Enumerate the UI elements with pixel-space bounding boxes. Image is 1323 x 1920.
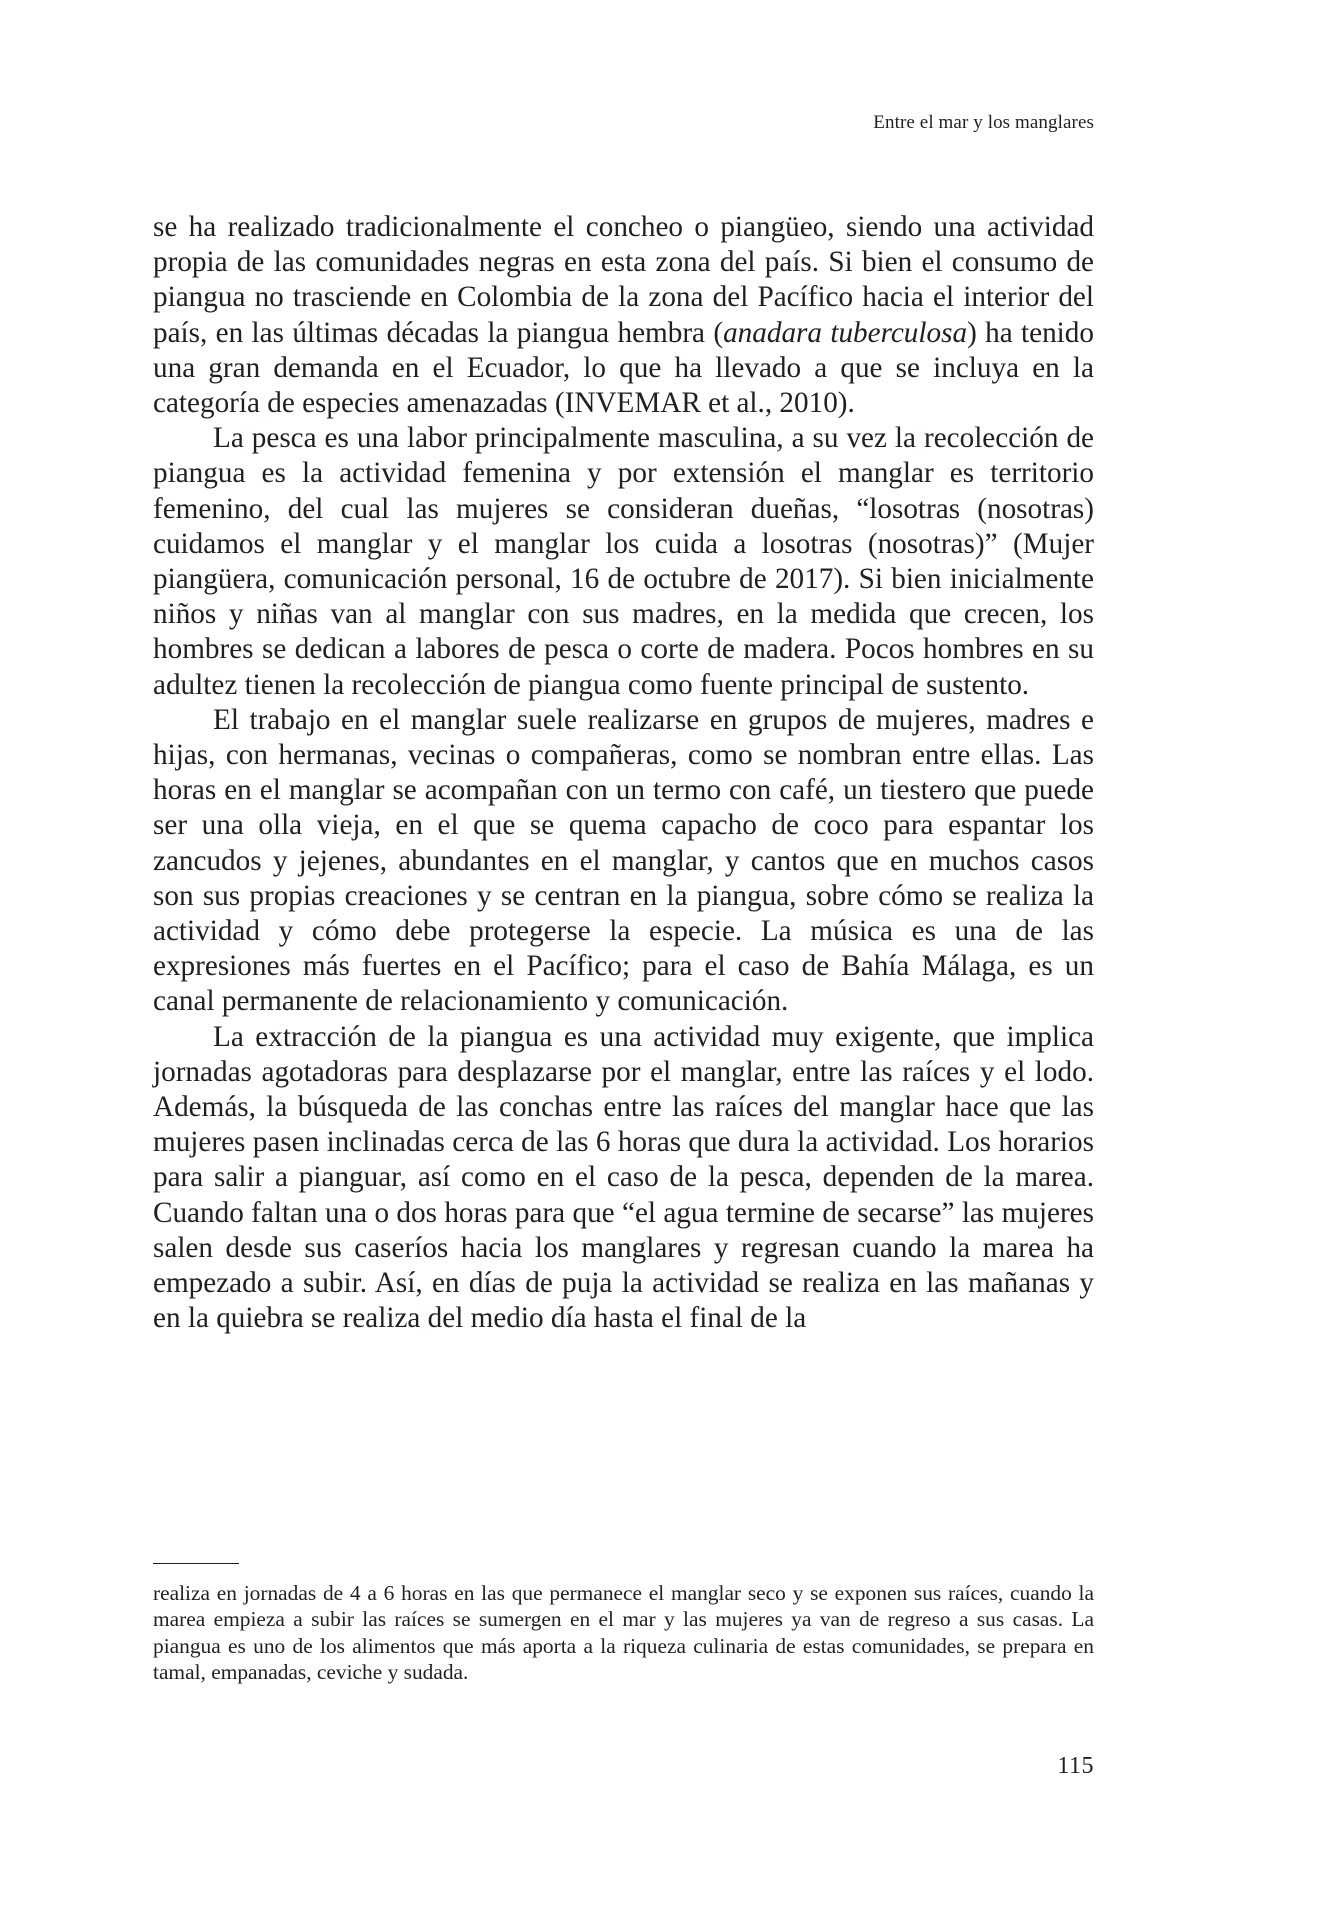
footnote: realiza en jornadas de 4 a 6 horas en las que permanece el manglar seco y se exponen sus raíces, cuando la marea empieza a subir las raíces se sumergen en el mar y las mujeres ya van de regreso a sus casas. La piangua es uno de los alimentos que más aporta a la riqueza culinaria de estas comunidades, se prepara en tamal, empanadas, ceviche y sudada. [153, 1581, 1094, 1685]
paragraph-1 [153, 210, 1094, 421]
paragraph-1-text-b: ) ha tenido una gran demanda en el Ecuador, lo que ha llevado a que se incluya en la categoría de especies amenazadas (INVEMAR et al., 2010). [153, 316, 1094, 420]
running-header: Entre el mar y los manglares [873, 112, 1094, 133]
footnote-divider [153, 1563, 239, 1564]
body-text [153, 210, 1094, 1337]
paragraph-1-text-a: se ha realizado tradicionalmente el concheo o piangüeo, siendo una actividad propia de las comunidades negras en esta zona del país. Si bien el consumo de piangua no trasciende en Colombia de la zona del Pacífico hacia el interior del país, en las últimas décadas la piangua hembra ( [153, 211, 1094, 349]
page-number: 115 [1057, 1753, 1094, 1779]
paragraph-2: La pesca es una labor principalmente masculina, a su vez la recolección de piangua es la actividad femenina y por extensión el manglar es territorio femenino, del cual las mujeres se consideran dueñas, “losotras (nosotras) cuidamos el manglar y el manglar los cuida a losotras (nosotras)” (Mujer piangüera, comunicación personal, 16 de octubre de 2017). Si bien inicialmente niños y niñas van al manglar con sus madres, en la medida que crecen, los hombres se dedican a labores de pesca o corte de madera. Pocos hombres en su adultez tienen la recolección de piangua como fuente principal de sustento. [153, 422, 1094, 701]
paragraph-3: El trabajo en el manglar suele realizarse en grupos de mujeres, madres e hijas, con hermanas, vecinas o compañeras, como se nombran entre ellas. Las horas en el manglar se acompañan con un termo con café, un tiestero que puede ser una olla vieja, en el que se quema capacho de coco para espantar los zancudos y jejenes, abundantes en el manglar, y cantos que en muchos casos son sus propias creaciones y se centran en la piangua, sobre cómo se realiza la actividad y cómo debe protegerse la especie. La música es una de las expresiones más fuertes en el Pacífico; para el caso de Bahía Málaga, es un canal permanente de relacionamiento y comunicación. [153, 703, 1094, 1018]
species-name-italic: anadara tuberculosa [723, 316, 968, 349]
paragraph-4: La extracción de la piangua es una actividad muy exigente, que implica jornadas agotadoras para desplazarse por el manglar, entre las raíces y el lodo. Además, la búsqueda de las conchas entre las raíces del manglar hace que las mujeres pasen inclinadas cerca de las 6 horas que dura la actividad. Los horarios para salir a pianguar, así como en el caso de la pesca, dependen de la marea. Cuando faltan una o dos horas para que “el agua termine de secarse” las mujeres salen desde sus caseríos hacia los manglares y regresan cuando la marea ha empezado a subir. Así, en días de puja la actividad se realiza en las mañanas y en la quiebra se realiza del medio día hasta el final de la [153, 1020, 1094, 1335]
